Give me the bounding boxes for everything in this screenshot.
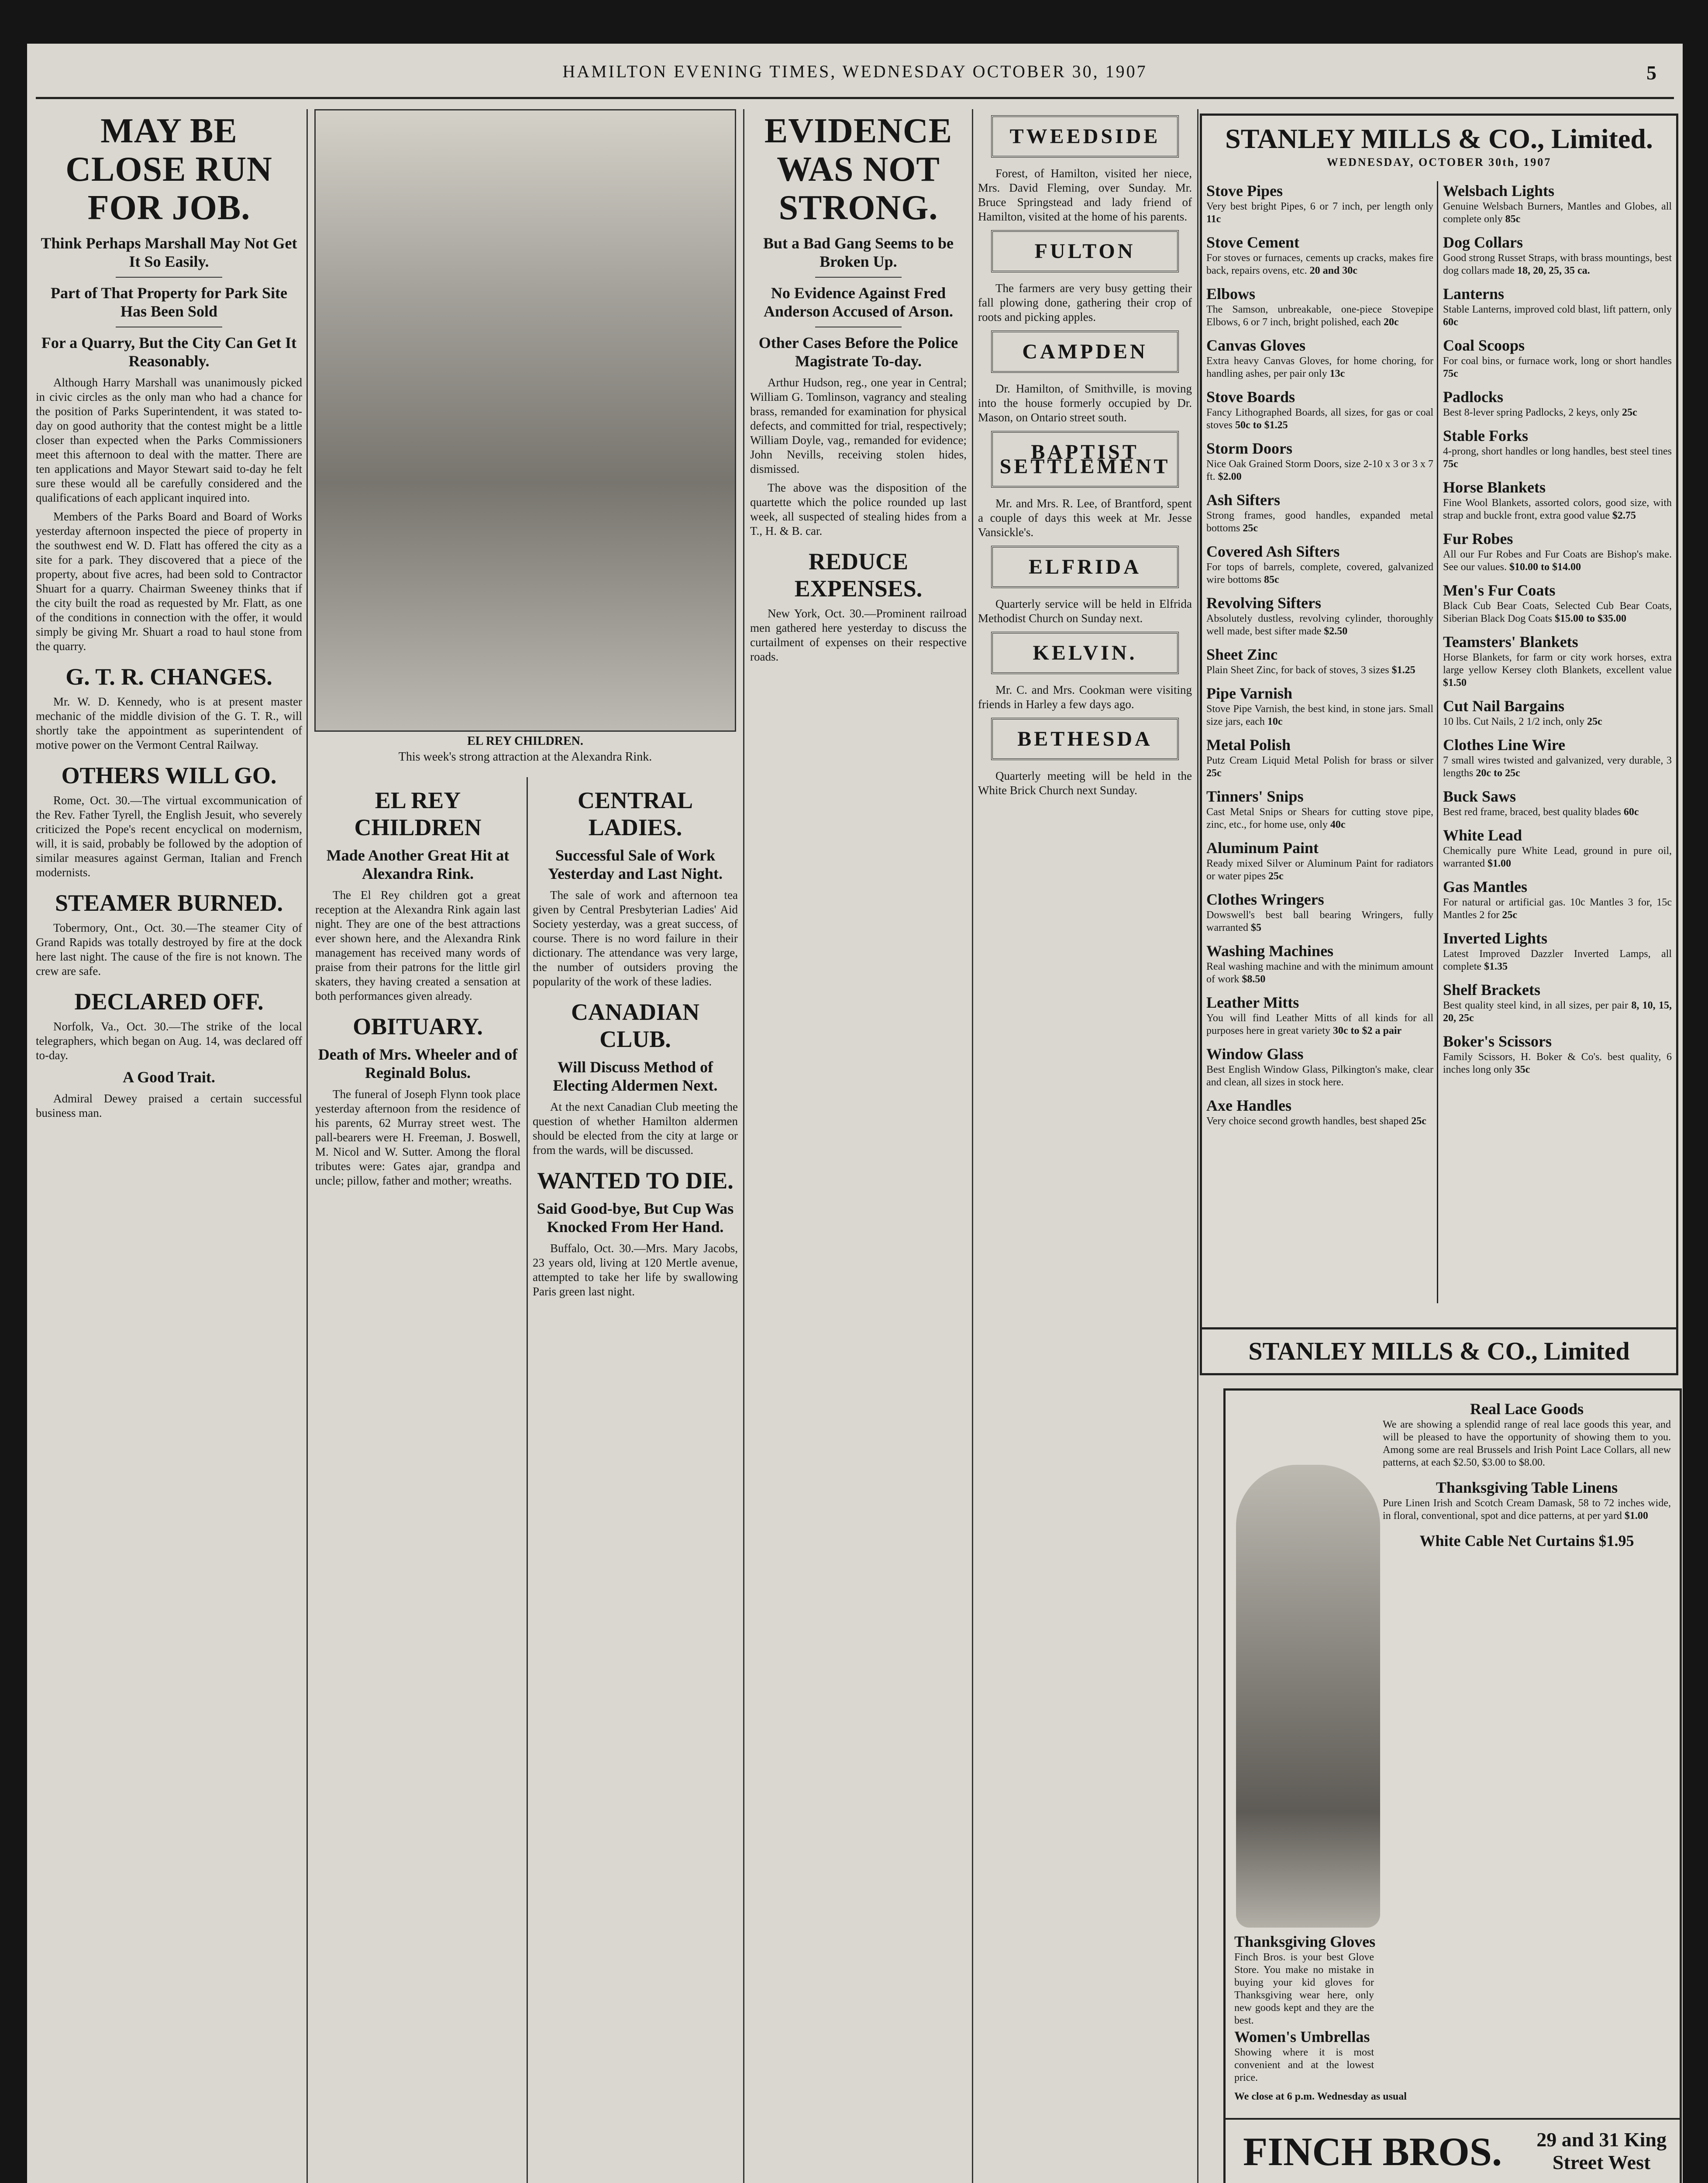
deck: Other Cases Before the Police Magistrate To-day. [758,334,958,370]
article-paragraph: The above was the disposition of the quartette which the police rounded up last week, all suspected of stealing hides from a T., H. & B. car. [750,481,967,537]
divider [116,277,222,278]
item-desc: 4-prong, short handles or long handles, best steel tines [1443,446,1672,457]
ad-item [1443,980,1672,1025]
item-name: Storm Doors [1206,440,1292,457]
article-paragraph: At the next Canadian Club meeting the question of whether Hamilton aldermen should be elected from the city at large or from the wards, will be discussed. [533,1100,738,1157]
ad-item [1206,684,1433,728]
item-name: Padlocks [1443,388,1504,406]
ad-item [1206,787,1433,831]
item-name: Gas Mantles [1443,878,1527,895]
item-name: Metal Polish [1206,736,1291,754]
article-paragraph: Buffalo, Oct. 30.—Mrs. Mary Jacobs, 23 years old, living at 120 Mertle avenue, attempted to take her life by swallowing Paris green last night. [533,1242,738,1298]
column-rule [306,109,308,2183]
ad-item [1206,490,1433,535]
heading-kelvin: KELVIN. [991,632,1179,674]
item-price: 35c [1515,1064,1530,1075]
headline-obituary: OBITUARY. [353,1013,483,1040]
item-name: Cut Nail Bargains [1443,697,1565,715]
photo-caption [314,733,736,765]
article-paragraph: Tobermory, Ont., Oct. 30.—The steamer City of Grand Rapids was totally destroyed by fire at the dock here last night. The cause of the fire is not known. The crew are safe. [36,921,302,978]
item-desc: For coal bins, or furnace work, long or short handles [1443,355,1672,367]
ad-item [1443,336,1672,380]
item-price: 85c [1505,213,1521,225]
item-desc: Stove Pipe Varnish, the best kind, in stone jars. Small size jars, each [1206,703,1433,727]
finch-bros-advertisement [1223,1388,1682,2183]
item-name: Welsbach Lights [1443,182,1555,200]
item-price: 20c [1383,317,1399,328]
headline-gtr-changes: G. T. R. CHANGES. [65,664,272,690]
gloves-text: Finch Bros. is your best Glove Store. You make no mistake in buying your kid gloves for Thanksgiving wear here, only new goods kept and they are the best. [1234,1952,1374,2026]
umbrella-heading: Women's Umbrellas [1234,2028,1370,2045]
heading-baptist-settlement: BAPTIST SETTLEMENT [991,431,1179,488]
item-price: $8.50 [1242,974,1266,985]
ad-item [1443,478,1672,522]
deck: No Evidence Against Fred Anderson Accused of Arson. [763,284,954,320]
item-desc: Fancy Lithographed Boards, all sizes, for gas or coal stoves [1206,407,1433,431]
item-price: $10.00 to $14.00 [1509,561,1581,573]
item-desc: Horse Blankets, for farm or city work horses, extra large yellow Kersey cloth Blankets, excellent value [1443,652,1672,676]
item-name: Pipe Varnish [1206,685,1293,702]
finch-right-copy [1383,1399,1671,1550]
ad-item [1443,877,1672,922]
item-price: $2.00 [1218,471,1242,482]
ad-item [1206,181,1433,226]
ad-item [1443,529,1672,574]
headline-canadian-club: CANADIAN CLUB. [571,999,699,1052]
deck: For a Quarry, But the City Can Get It Reasonably. [41,334,297,370]
item-desc: You will find Leather Mitts of all kinds for all purposes here in great variety [1206,1012,1433,1036]
item-price: 25c [1268,871,1284,882]
article-paragraph: Arthur Hudson, reg., one year in Central; William G. Tomlinson, vagrancy and stealing brass, remanded for examination for physical defects, and committed for trial, respectively; William Doyle, vag., remanded for evidence; John Nevills, receiving stolen hides, dismissed. [750,376,967,475]
address-line-1: 29 and 31 King [1536,2128,1667,2151]
article-paragraph: Mr. C. and Mrs. Cookman were visiting friends in Harley a few days ago. [978,683,1192,711]
item-price: $2.50 [1324,626,1348,637]
ad-items-left [1206,181,1433,1135]
caption-text: This week's strong attraction at the Alexandra Rink. [398,750,652,764]
item-price: 40c [1330,819,1346,830]
ad-item [1443,787,1672,819]
deck: Made Another Great Hit at Alexandra Rink. [326,847,510,882]
ad-item [1443,632,1672,689]
item-desc: Black Cub Bear Coats, Selected Cub Bear Coats, Siberian Black Dog Coats [1443,600,1672,624]
headline-close-run: MAY BE CLOSE RUN FOR JOB. [65,112,272,227]
ad-item [1206,890,1433,934]
item-desc: The Samson, unbreakable, one-piece Stovepipe Elbows, 6 or 7 inch, bright polished, each [1206,304,1433,328]
ad-item [1206,735,1433,780]
column-5 [978,109,1192,2183]
article-paragraph: Mr. and Mrs. R. Lee, of Brantford, spent a couple of days this week at Mr. Jesse Vansickle's. [978,497,1192,539]
deck: But a Bad Gang Seems to be Broken Up. [763,234,954,270]
item-desc: For natural or artificial gas. 10c Mantles 3 for, 15c Mantles 2 for [1443,897,1672,921]
ad-item [1206,542,1433,586]
item-name: Canvas Gloves [1206,337,1306,354]
item-desc: Family Scissors, H. Boker & Co's. best quality, 6 inches long only [1443,1051,1672,1075]
headline-steamer-burned: STEAMER BURNED. [55,890,283,916]
ad-items-right [1443,181,1672,1083]
article-paragraph: Norfolk, Va., Oct. 30.—The strike of the local telegraphers, which began on Aug. 14, was declared off to-day. [36,1020,302,1062]
heading-bethesda: BETHESDA [991,718,1179,760]
ad-item [1443,181,1672,226]
item-desc: Absolutely dustless, revolving cylinder, thoroughly well made, best sifter made [1206,613,1433,637]
item-desc: Nice Oak Grained Storm Doors, size 2-10 x 3 or 3 x 7 ft. [1206,458,1433,482]
curtain-heading: White Cable Net Curtains [1419,1532,1595,1549]
ad-item [1443,426,1672,471]
item-price: 20c to 25c [1476,768,1520,779]
article-paragraph: The farmers are very busy getting their fall plowing done, gathering their crop of roots and picking apples. [978,282,1192,324]
ad-item [1206,593,1433,638]
headline-declared-off: DECLARED OFF. [74,988,264,1015]
item-name: Stable Forks [1443,427,1529,444]
masthead: HAMILTON EVENING TIMES, WEDNESDAY OCTOBER 30, 1907 [562,62,1147,81]
item-price: 8, 10, 15, 20, 25c [1443,1000,1672,1024]
article-paragraph: Members of the Parks Board and Board of Works yesterday afternoon inspected the piece of property in the southwest end W. D. Flatt has offered the city as a site for a park. They discovered that a piece of the property, about five acres, had been sold to Contractor Shuart for a quarry. Chairman Sweeney thinks that if the city built the road as requested by Mr. Flatt, as one of the conditions in connection with the offer, it would simply be giving Mr. Shuart a road to haul stone from the quarry. [36,510,302,653]
item-desc: Best quality steel kind, in all sizes, per pair [1443,1000,1628,1011]
linen-price: $1.00 [1624,1510,1648,1522]
item-desc: Strong frames, good handles, expanded metal bottoms [1206,510,1433,534]
item-desc: Cast Metal Snips or Shears for cutting stove pipe, zinc, etc., for home use, only [1206,806,1433,830]
deck: Part of That Property for Park Site Has Been Sold [51,284,287,320]
item-price: 75c [1443,368,1458,379]
finch-address [1536,2128,1667,2174]
item-price: 11c [1206,213,1221,225]
headline-central-ladies: CENTRAL LADIES. [577,787,693,840]
linen-text: Pure Linen Irish and Scotch Cream Damask, 58 to 72 inches wide, in floral, conventional, spot and dice patterns, at per yard [1383,1498,1671,1522]
finch-bottom-copy [1234,1932,1671,2103]
item-desc: 7 small wires twisted and galvanized, very durable, 3 lengths [1443,755,1672,779]
item-desc: Good strong Russet Straps, with brass mountings, best dog collars made [1443,252,1672,276]
item-desc: Latest Improved Dazzler Inverted Lamps, all complete [1443,948,1672,972]
item-name: Horse Blankets [1443,479,1546,496]
column-4 [750,109,967,2183]
item-name: Tinners' Snips [1206,788,1304,805]
ad-item [1206,1096,1433,1128]
column-rule [743,109,744,2183]
column-3 [533,777,738,2183]
item-desc: For stoves or furnaces, cements up cracks, makes fire back, repairs ovens, etc. [1206,252,1433,276]
ad-item [1206,387,1433,432]
item-name: Lanterns [1443,285,1505,303]
item-desc: Stable Lanterns, improved cold blast, lift pattern, only [1443,304,1672,315]
item-desc: Best red frame, braced, best quality blades [1443,806,1621,818]
ad-item [1443,826,1672,870]
ad-item [1206,941,1433,986]
column-rule [972,109,973,2183]
item-name: Dog Collars [1443,234,1523,251]
item-price: 60c [1443,317,1458,328]
ad-item [1206,439,1433,483]
item-desc: Chemically pure White Lead, ground in pure oil, warranted [1443,845,1672,869]
article-paragraph: Although Harry Marshall was unanimously picked in civic circles as the only man who had a chance for the position of Parks Superintendent, it was stated to-day on good authority that the contest might be a little closer than expected when the Parks Commissioners meet this afternoon to deal with the matter. There are ten applications and Mayor Stewart said to-day he felt sure these would all be carefully considered and the qualifications of each applicant inquired into. [36,376,302,504]
ad-divider [1437,181,1438,1303]
item-name: Elbows [1206,285,1256,303]
item-name: Stove Boards [1206,388,1295,406]
ad-item [1206,233,1433,277]
item-price: $2.75 [1612,510,1636,521]
ad-footer: STANLEY MILLS & CO., Limited [1202,1327,1676,1373]
ad-item [1206,838,1433,883]
item-name: Sheet Zinc [1206,646,1278,663]
headline-others-will-go: OTHERS WILL GO. [61,762,277,788]
item-price: 13c [1329,368,1345,379]
heading-elfrida: ELFRIDA [991,546,1179,588]
item-desc: Dowswell's best ball bearing Wringers, fully warranted [1206,909,1433,933]
item-price: $1.00 [1487,858,1511,869]
item-price: $15.00 to $35.00 [1554,613,1626,624]
item-name: Buck Saws [1443,788,1516,805]
item-price: 18, 20, 25, 35 ca. [1517,265,1590,276]
article-paragraph: Rome, Oct. 30.—The virtual excommunication of the Rev. Father Tyrell, the English Jesuit, who severely criticized the Pope's recent encyclical on modernism, will, it is said, probably be followed by the adoption of similar measures against German, Italian and French modernists. [36,794,302,879]
lace-heading: Real Lace Goods [1470,1400,1584,1418]
el-rey-children-photo [314,109,736,732]
ad-item [1206,993,1433,1037]
article-paragraph: The funeral of Joseph Flynn took place yesterday afternoon from the residence of his parents, 62 Murray street west. The pall-bearers were H. Freeman, J. Boswell, M. Nicol and W. Sutter. Among the floral tributes were: Gates ajar, grandpa and uncle; pillow, father and mother; wreaths. [315,1088,520,1187]
item-price: $1.35 [1484,961,1508,972]
article-paragraph: Admiral Dewey praised a certain successful business man. [36,1092,302,1119]
item-desc: All our Fur Robes and Fur Coats are Bishop's make. See our values. [1443,549,1672,573]
curtain-price: $1.95 [1598,1532,1634,1549]
item-desc: Extra heavy Canvas Gloves, for home choring, for handling ashes, per pair only [1206,355,1433,379]
article-paragraph: Mr. W. D. Kennedy, who is at present master mechanic of the middle division of the G. T. R., will shortly take the appointment as superintendent of motive power on the Vermont Central Railway. [36,695,302,751]
lace-text: We are showing a splendid range of real lace goods this year, and will be pleased to have the opportunity of showing them to you. Among some are real Brussels and Irish Point Lace Collars, all new patterns, at each $2.50, $3.00 to $8.00. [1383,1419,1671,1468]
item-name: Axe Handles [1206,1097,1292,1114]
item-desc: Genuine Welsbach Burners, Mantles and Globes, all complete only [1443,201,1672,225]
item-name: Clothes Line Wire [1443,736,1566,754]
item-price: 75c [1443,458,1458,470]
ad-item [1206,284,1433,329]
ad-item [1443,1032,1672,1076]
item-desc: For tops of barrels, complete, covered, galvanized wire bottoms [1206,561,1433,585]
item-name: Covered Ash Sifters [1206,543,1340,560]
ad-item [1443,696,1672,728]
headline-reduce-expenses: REDUCE EXPENSES. [794,548,923,602]
item-name: Coal Scoops [1443,337,1525,354]
ad-item [1206,1044,1433,1089]
address-line-2: Street West [1552,2151,1651,2173]
deck: Death of Mrs. Wheeler and of Reginald Bolus. [318,1046,518,1081]
lady-illustration [1236,1465,1380,1928]
item-price: 85c [1264,574,1279,585]
divider [815,277,902,278]
column-2 [315,777,520,2183]
stanley-mills-advertisement [1200,114,1678,1375]
gloves-heading: Thanksgiving Gloves [1234,1933,1376,1950]
item-name: Clothes Wringers [1206,891,1324,908]
ad-date: WEDNESDAY, OCTOBER 30th, 1907 [1326,156,1552,169]
finch-footer [1226,2118,1680,2183]
item-desc: Plain Sheet Zinc, for back of stoves, 3 sizes [1206,665,1389,676]
item-name: Aluminum Paint [1206,839,1319,857]
item-name: Teamsters' Blankets [1443,633,1578,651]
column-1 [36,109,302,2183]
caption-title: EL REY CHILDREN. [467,734,583,748]
headline-el-rey-children: EL REY CHILDREN [354,787,482,840]
article-paragraph: The sale of work and afternoon tea given by Central Presbyterian Ladies' Aid Society yesterday, was a great success, of course. There is no word failure in their dictionary. The attendance was very large, the number of outsiders proving the popularity of the work of these ladies. [533,888,738,988]
item-desc: Ready mixed Silver or Aluminum Paint for radiators or water pipes [1206,858,1433,882]
article-paragraph: Quarterly service will be held in Elfrida Methodist Church on Sunday next. [978,597,1192,625]
ad-item [1443,929,1672,973]
item-name: Boker's Scissors [1443,1033,1552,1050]
ad-title: STANLEY MILLS & CO., Limited. [1225,123,1653,154]
item-price: 25c [1411,1116,1426,1127]
item-desc: Real washing machine and with the minimum amount of work [1206,961,1433,985]
headline-wanted-to-die: WANTED TO DIE. [537,1167,733,1194]
item-desc: Very best bright Pipes, 6 or 7 inch, per length only [1206,201,1433,212]
item-price: 20 and 30c [1309,265,1357,276]
item-desc: Fine Wool Blankets, assorted colors, good size, with strap and buckle front, extra good value [1443,497,1672,521]
newspaper-page [27,44,1683,2183]
close-note: We close at 6 p.m. Wednesday as usual [1234,2091,1407,2102]
ad-item [1443,581,1672,625]
page-number: 5 [1646,62,1656,84]
column-rule [527,777,528,2183]
article-paragraph: Forest, of Hamilton, visited her niece, Mrs. David Fleming, over Sunday. Mr. Bruce Springstead and lady friend of Hamilton, visited at the home of his parents. [978,167,1192,223]
item-name: Stove Cement [1206,234,1299,251]
item-name: Leather Mitts [1206,994,1299,1011]
deck: Think Perhaps Marshall May Not Get It So Easily. [41,234,297,270]
item-price: $5 [1250,922,1261,933]
item-price: 30c to $2 a pair [1333,1025,1402,1036]
ad-item [1206,336,1433,380]
ad-item [1443,387,1672,419]
item-desc: Best English Window Glass, Pilkington's make, clear and clean, all sizes in stock here. [1206,1064,1433,1088]
item-price: 60c [1623,806,1639,818]
item-price: 25c [1243,523,1258,534]
item-name: Fur Robes [1443,530,1513,547]
item-name: White Lead [1443,826,1522,844]
finch-name: FINCH BROS. [1243,2129,1502,2174]
item-desc: Very choice second growth handles, best shaped [1206,1116,1409,1127]
item-price: 10c [1267,716,1283,727]
ad-item [1443,284,1672,329]
item-name: Revolving Sifters [1206,594,1321,612]
masthead-rule [36,97,1674,99]
ad-item [1443,233,1672,277]
item-desc: Putz Cream Liquid Metal Polish for brass or silver [1206,755,1433,766]
item-price: 25c [1622,407,1637,418]
article-paragraph: Dr. Hamilton, of Smithville, is moving into the house formerly occupied by Dr. Mason, on Ontario street south. [978,382,1192,424]
headline-evidence: EVIDENCE WAS NOT STRONG. [764,112,953,227]
item-desc: Best 8-lever spring Padlocks, 2 keys, only [1443,407,1619,418]
item-price: 25c [1502,909,1517,921]
item-name: Stove Pipes [1206,182,1283,200]
deck: Successful Sale of Work Yesterday and Last Night. [548,847,723,882]
item-price: 50c to $1.25 [1235,420,1288,431]
ad-item [1443,735,1672,780]
item-price: 25c [1587,716,1602,727]
column-rule [1197,109,1198,2183]
item-name: Washing Machines [1206,942,1334,960]
heading-tweedside: TWEEDSIDE [991,115,1179,158]
article-paragraph: New York, Oct. 30.—Prominent railroad men gathered here yesterday to discuss the curtailment of expenses on their respective roads. [750,607,967,663]
item-price: $1.25 [1391,665,1415,676]
deck: Said Good-bye, But Cup Was Knocked From Her Hand. [537,1200,734,1236]
item-price: $1.50 [1443,677,1467,689]
linen-heading: Thanksgiving Table Linens [1436,1479,1618,1496]
item-name: Ash Sifters [1206,491,1280,509]
subhead-good-trait: A Good Trait. [123,1068,215,1086]
item-name: Window Glass [1206,1045,1304,1063]
ad-item [1206,645,1433,677]
article-paragraph: Quarterly meeting will be held in the White Brick Church next Sunday. [978,769,1192,797]
item-name: Inverted Lights [1443,930,1548,947]
heading-fulton: FULTON [991,230,1179,272]
umbrella-text: Showing where it is most convenient and at the lowest price. [1234,2047,1374,2083]
article-paragraph: The El Rey children got a great reception at the Alexandra Rink again last night. They are one of the best attractions ever shown here, and the Alexandra Rink management has received many words of praise from their patrons for the little girl skaters, they having created a sensation at both performances given already. [315,888,520,1002]
item-desc: 10 lbs. Cut Nails, 2 1/2 inch, only [1443,716,1584,727]
item-name: Men's Fur Coats [1443,582,1556,599]
item-name: Shelf Brackets [1443,981,1540,999]
deck: Will Discuss Method of Electing Aldermen Next. [553,1058,718,1094]
item-price: 25c [1206,768,1222,779]
heading-campden: CAMPDEN [991,331,1179,373]
